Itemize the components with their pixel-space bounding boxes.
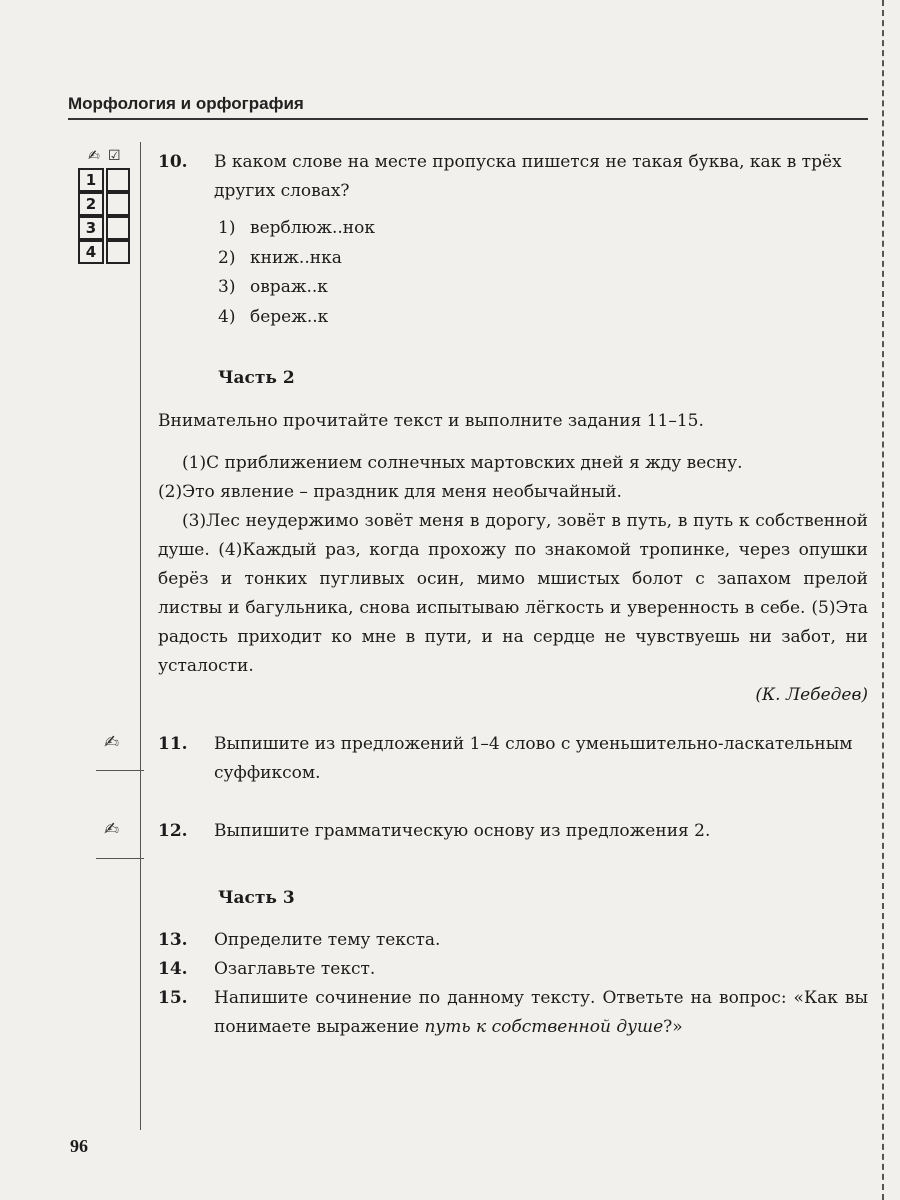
part-3-title: Часть 3 [218,888,295,908]
cut-line [882,0,884,1200]
reading-text [158,449,868,710]
write-answer-icon: ✍ [104,819,120,840]
question-text: Напишите сочинение по данному тексту. Ответьте на вопрос: «Как вы понимаете выражение путь к собственной душе?» [214,988,868,1037]
emphasis-phrase: путь к собственной душе [424,1017,664,1037]
answer-checkbox[interactable] [106,192,130,216]
header-rule [68,118,868,120]
option-number: 3 [78,216,104,240]
answer-checkbox[interactable] [106,216,130,240]
question-text: Выпишите из предложений 1–4 слово с уменьшительно-ласкательным суффиксом. [214,734,853,783]
question-text: Озаглавьте текст. [214,959,376,979]
option-number: 4 [78,240,104,264]
margin-separator [96,858,144,859]
question-12 [158,817,868,846]
grid-row [78,240,130,264]
question-number: 15. [158,988,188,1008]
pen-icon: ✍ [88,148,100,164]
question-number: 14. [158,959,188,979]
option-4: 4) береж..к [218,306,329,327]
question-14 [158,955,868,984]
grid-row [78,168,130,192]
question-10 [158,148,868,206]
text-sentence-2: (2)Это явление – праздник для меня необычайный. [158,482,622,502]
question-number: 13. [158,930,188,950]
answer-checkbox[interactable] [106,168,130,192]
option-1: 1) верблюж..нок [218,218,375,238]
option-3: 3) овраж..к [218,277,328,297]
grid-row [78,192,130,216]
write-answer-icon: ✍ [104,732,120,753]
header-title: Морфология и орфография [68,94,304,113]
margin-separator [96,770,144,771]
page-number: 96 [70,1136,88,1156]
question-text: Определите тему текста. [214,930,441,950]
question-text: Выпишите грамматическую основу из предложения 2. [214,821,711,841]
option-number: 1 [78,168,104,192]
question-11 [158,730,868,788]
checkbox-icon: ☑ [108,148,121,164]
running-header [68,92,868,120]
option-number: 2 [78,192,104,216]
question-number: 12. [158,821,188,841]
grid-row [78,216,130,240]
part-2-title: Часть 2 [218,368,295,388]
question-text: В каком слове на месте пропуска пишется не такая буква, как в трёх других словах? [214,152,842,201]
answer-checkbox[interactable] [106,240,130,264]
question-number: 10. [158,152,188,172]
grid-header [78,148,130,168]
question-15 [158,984,868,1042]
margin-rule [140,142,141,1130]
answer-grid [78,148,130,264]
question-number: 11. [158,734,188,754]
option-2: 2) книж..нка [218,247,342,268]
question-10-options [218,214,375,332]
question-13 [158,926,868,955]
text-paragraph-2: (3)Лес неудержимо зовёт меня в дорогу, зовёт в путь, в путь к собственной душе. (4)Каждый раз, когда прохожу по знакомой тропинке, через опушки берёз и тонких пугливых осин, мимо мшистых болот с запахом прелой листвы и багульника, снова испытываю лёгкость и уверенность в себе. (5)Эта радость приходит ко мне в пути, и на сердце не чувствуешь ни забот, ни усталости. [158,511,868,676]
text-sentence-1: (1)С приближением солнечных мартовских дней я жду весну. [182,453,743,473]
text-author: (К. Лебедев) [755,685,868,705]
part-2-instruction: Внимательно прочитайте текст и выполните задания 11–15. [158,411,704,431]
